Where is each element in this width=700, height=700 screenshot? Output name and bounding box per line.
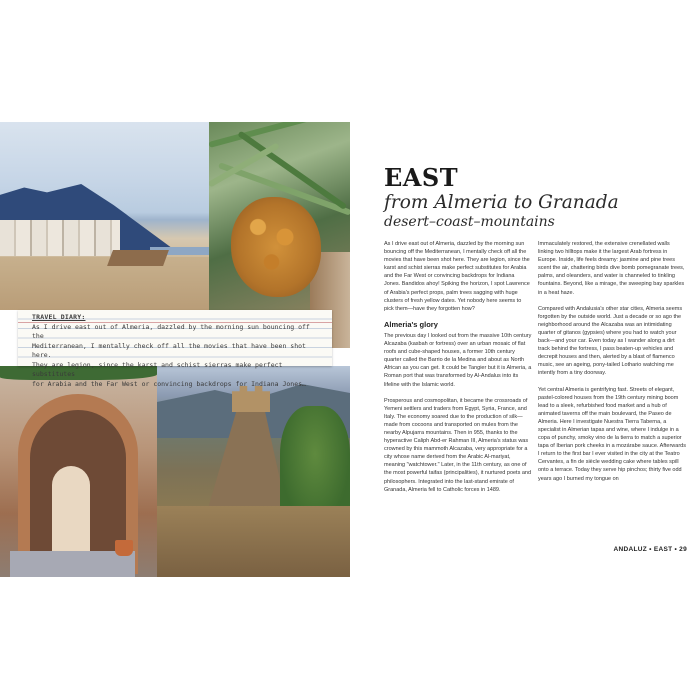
flower-pot-shape xyxy=(115,540,133,556)
beach-photo xyxy=(0,122,209,310)
frond-shape xyxy=(237,131,347,210)
arch-door-shape xyxy=(52,466,90,556)
frond-shape xyxy=(209,122,350,148)
intro-paragraph: As I drive east out of Almeria, dazzled by the morning sun bouncing off the Mediterranean, I mentally check off all the movies that have been shot here. They are legion, since the karst and schist sierras make perfect substitutes for Arabia and the Far West or convincing backdrops for Indiana Jones. Bandidos ahoy! Spiking the horizon, I spot Lawrence of Arabia's perfect props, palm trees sagging with huge clusters of fresh yellow dates. Yet nobody here seems to pick them—have they forgotten how? xyxy=(384,241,530,312)
section-heading: Almeria's glory xyxy=(384,319,438,329)
steps-shape xyxy=(10,551,135,577)
travel-diary-note xyxy=(18,310,332,388)
boardwalk-shape xyxy=(107,250,169,266)
travel-diary-title: TRAVEL DIARY: xyxy=(32,313,86,321)
castle-photo xyxy=(157,366,350,577)
travel-diary-line: Mediterranean, I mentally check off all the movies that have been shot here. xyxy=(32,341,306,359)
page-footer: ANDALUZ • EAST • 29 xyxy=(613,546,687,553)
body-paragraph: Yet central Almeria is gentrifying fast. Streets of elegant, pastel-colored houses from the 19th century mining boom lead to a sleek, refurbished food market and a hub of animated taverns off the main boulevard, the Paseo de Almeria. Here I investigate Nuestra Tierra Taberna, a specialist in Almerian tapas and wine, where I indulge in a copa of punchy, smoky vino de la tierra to match a superior tapa of Iberian pork cheeks in a mozárabe sauce. Afterwards I return to the first bar I ever visited in the city at the Teatro Cervantes, a fin de siècle wedding cake where tables spill onto a terrace. Today they serve hip pinchos; thirty five odd years ago I burned my tongue on xyxy=(538,386,686,482)
body-paragraph: Compared with Andalusia's other star cities, Almeria seems forgotten by the outside world. Just a decade or so ago the neighborhood around the Alcazaba was an intimidating quarter of gitanos (gypsies) where you had to watch your back—and your car. Even today as I wander along a dirt track behind the fortress, I pass beaten-up vehicles and decrepit houses and then, alerted by a blast of flamenco music, see an ageing, pony-tailed Lothario watching me intently from a tiny doorway. xyxy=(538,305,683,377)
body-paragraph: Prosperous and cosmopolitan, it became the crossroads of Yemeni settlers and traders from Egypt, Syria, France, and Italy. The economy soared due to the production of silk—made from cocoons and transported on mules from the nearby Alpujarra mountains. Then in 955, thanks to the hyperactive Caliph Abd-er Rahman III, Almeria's status was crowned by this mammoth Alcazaba, very appropriate for a city whose name derived from the Arabic Al-mariyat, meaning "watchtower." Later, in the 11th century, as one of the most powerful taifas (principalities), it nurtured poets and philosophers. Integrated into the last-stand emirate of Granada, Almeria fell to Catholic forces in 1489. xyxy=(384,397,532,493)
moorish-arch-photo xyxy=(0,366,157,577)
body-paragraph: The previous day I looked out from the massive 10th century Alcazaba (kasbah or fortress) over an urban mosaic of flat roofs and cube-shaped houses, a former 10th century quarter called the Barrio de la Medina and about as North African as you can get. It could be Tangier but it is Almeria, a Roman port that was transformed by Al-Andalus into its lifeline with the Islamic world. xyxy=(384,332,532,388)
page-title: EAST xyxy=(384,163,459,192)
travel-diary-line: As I drive east out of Almeria, dazzled by the morning sun bouncing off the xyxy=(32,322,310,340)
body-paragraph: Immaculately restored, the extensive crenellated walls linking two hilltops make it the largest Arab fortress in Europe. Inside, life feels dreamy: jasmine and pine trees scent the air, chattering birds dive bomb pomegranate trees, palms, and oleanders, and water is channeled to tinkling fountains. Beyond, like a mirage, the sweeping bay sparkles in a heat haze. xyxy=(538,241,685,296)
sand-shape xyxy=(0,257,209,310)
dates-cluster-shape xyxy=(231,197,321,297)
houses-shape xyxy=(0,220,120,256)
castle-shape xyxy=(232,386,270,412)
page-tagline: desert–coast–mountains xyxy=(384,214,555,230)
text-column-left xyxy=(384,240,532,502)
travel-diary-line: for Arabia and the Far West or convincing backdrops for Indiana Jones… xyxy=(32,379,306,388)
shrubs-shape xyxy=(157,506,350,577)
page-subtitle: from Almeria to Granada xyxy=(384,192,619,213)
travel-diary-line: They are legion, since the karst and schist sierras make perfect substitutes xyxy=(32,360,283,378)
text-column-right xyxy=(538,240,686,491)
